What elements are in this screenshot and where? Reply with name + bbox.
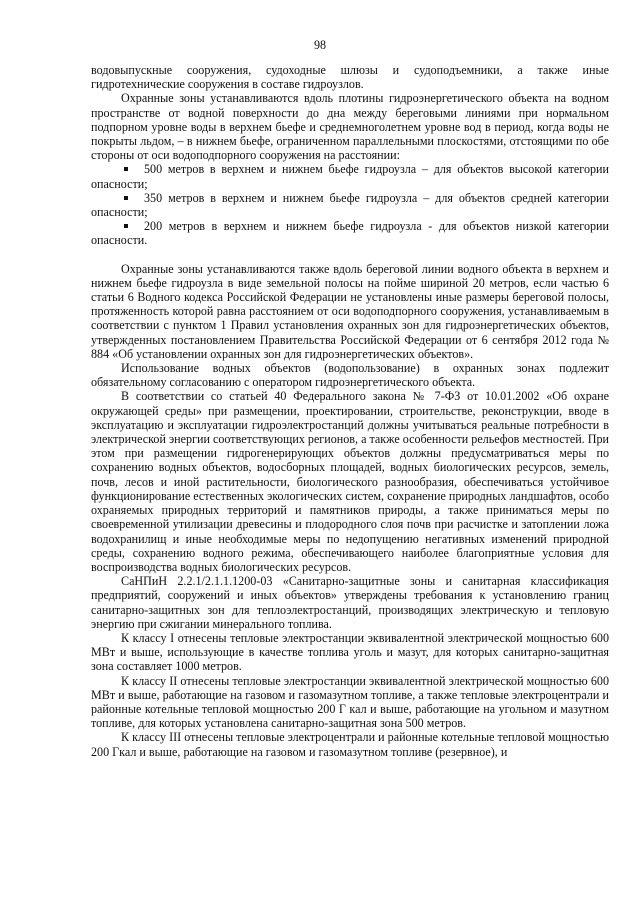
bullet-item-medium-category: 350 метров в верхнем и нижнем бьефе гидроузла – для объектов средней категории опасности;: [91, 190, 609, 220]
paragraph-class-3: К классу III отнесены тепловые электроцентрали и районные котельные тепловой мощностью 200 Гкал и выше, работающие на газовом и газомазутном топливе (резервное), и: [91, 730, 609, 759]
paragraph-protection-zones-shoreline: Охранные зоны устанавливаются также вдоль береговой линии водного объекта в верхнем и нижнем бьефе гидроузла в виде земельной полосы на пойме шириной 20 метров, если частью 6 статьи 6 Водного кодекса Российской Федерации не установлены иные размеры береговой полосы, протяженность которой равна расстоянием от оси водоподпорного сооружения, устанавливаемым в соответствии с пунктом 1 Правил установления охранных зон для гидроэнергетических объектов, утвержденных постановлением Правительства Российской Федерации от 6 сентября 2012 года № 884 «Об установлении охранных зон для гидроэнергетических объектов».: [91, 261, 609, 361]
paragraph-protection-zones-dam: Охранные зоны устанавливаются вдоль плотины гидроэнергетического объекта на водном пространстве от водной поверхности до дна между береговыми линиями при нормальном подпорном уровне воды в верхнем бьефе и среднемноголетнем уровне вод в период, когда воды не покрыты льдом, – в нижнем бьефе, ограниченном параллельными плоскостями, отстоящими по обе стороны от оси водоподпорного сооружения на расстоянии:: [91, 91, 609, 163]
paragraph-continuation: водовыпускные сооружения, судоходные шлюзы и судоподъемники, а также иные гидротехнические сооружения в составе гидроузлов.: [91, 63, 609, 92]
bullet-item-low-category: 200 метров в верхнем и нижнем бьефе гидроузла - для объектов низкой категории опасности.: [91, 219, 609, 248]
paragraph-class-2: К классу II отнесены тепловые электростанции эквивалентной электрической мощностью 600 МВт и выше, работающие на газовом и газомазутном топливе, а также тепловые электроцентрали и районные котельные тепловой мощностью 200 Г кал и выше, работающие на угольном и мазутном топливе, для которых установлена санитарно-защитная зона 500 метров.: [91, 673, 609, 731]
paragraph-federal-law: В соответствии со статьей 40 Федерального закона № 7-ФЗ от 10.01.2002 «Об охране окружающей среды» при размещении, проектировании, строительстве, реконструкции, вводе в эксплуатацию и эксплуатации гидроэлектростанций должны учитываться реальные потребности в электрической энергии соответствующих регионов, а также особенности рельефов местностей. При этом при размещении гидрогенерирующих объектов должны предусматриваться меры по сохранению водных объектов, водосборных площадей, водных биологических ресурсов, земель, почв, лесов и иной растительности, биологического разнообразия, обеспечиваться устойчивое функционирование естественных экологических систем, сохранение природных ландшафтов, особо охраняемых природных территорий и памятников природы, а также приниматься меры по своевременной утилизации древесины и плодородного слоя почв при расчистке и затоплении ложа водохранилищ и иные необходимые меры по недопущению негативных изменений природной среды, сохранению водного режима, обеспечивающего наиболее благоприятные условия для воспроизводства водных биологических ресурсов.: [91, 389, 609, 574]
page-body: [91, 63, 609, 759]
paragraph-sanpin: СаНПиН 2.2.1/2.1.1.1200-03 «Санитарно-защитные зоны и санитарная классификация предприятий, сооружений и иных объектов» утверждены требования к установлению границ санитарно-защитных зон для теплоэлектростанций, производящих электрическую и тепловую энергию при сжигании минерального топлива.: [91, 574, 609, 631]
bullet-item-high-category: 500 метров в верхнем и нижнем бьефе гидроузла – для объектов высокой категории опасности;: [91, 162, 609, 191]
paragraph-class-1: К классу I отнесены тепловые электростанции эквивалентной электрической мощностью 600 МВт и выше, использующие в качестве топлива уголь и мазут, для которых санитарно-защитная зона составляет 1000 метров.: [91, 630, 609, 674]
paragraph-water-use: Использование водных объектов (водопользование) в охранных зонах подлежит обязательному согласованию с оператором гидроэнергетического объекта.: [91, 361, 609, 390]
page-number: 98: [313, 38, 327, 52]
